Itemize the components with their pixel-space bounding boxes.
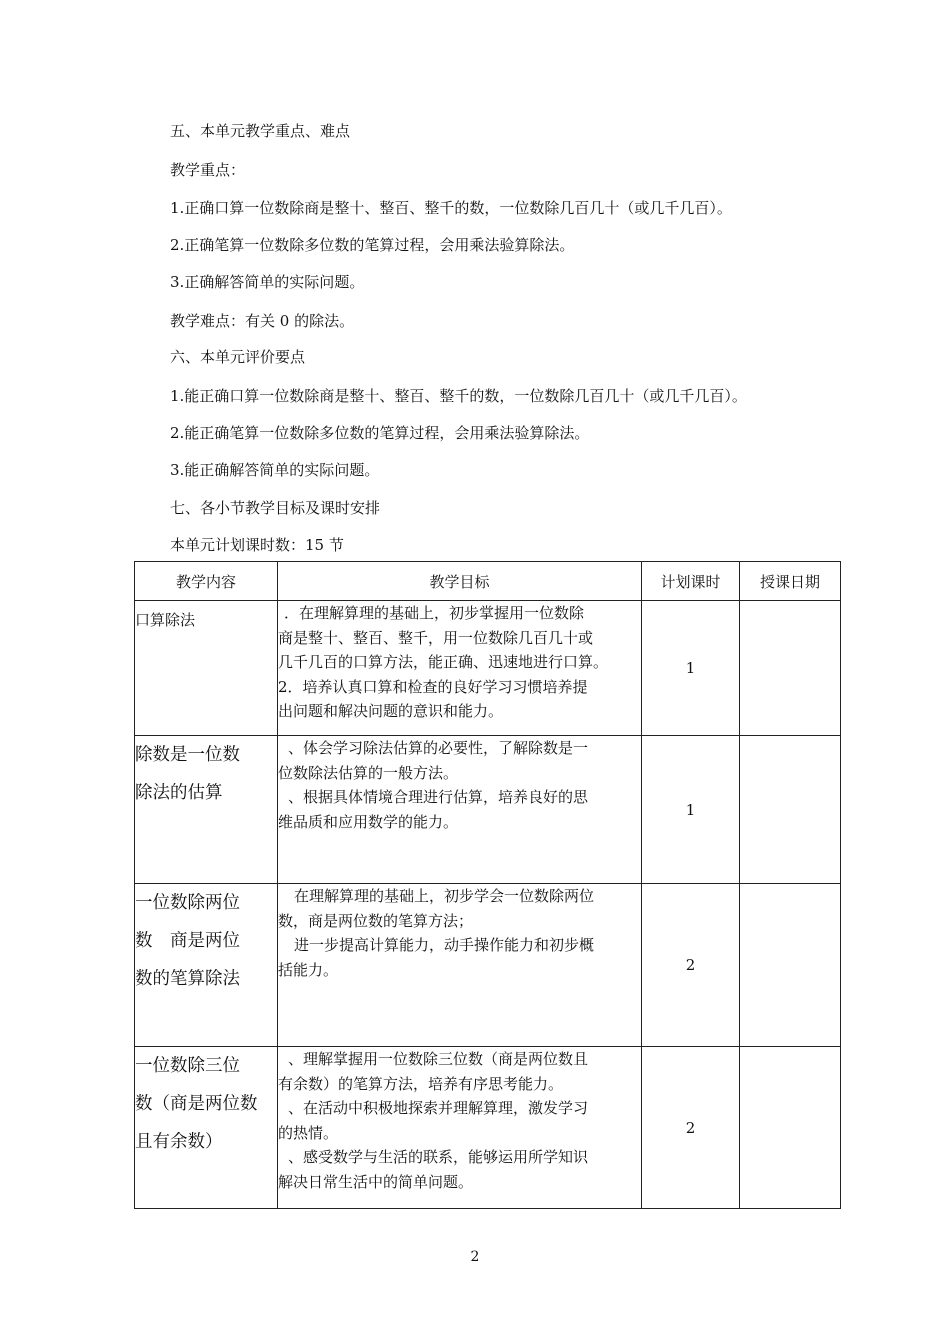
hours-cell: 1 <box>642 601 740 736</box>
page-number: 2 <box>470 1249 480 1265</box>
goal-line: 维品质和应用数学的能力。 <box>278 812 459 831</box>
key-point-2: 2.正确笔算一位数除多位数的笔算过程，会用乘法验算除法。 <box>170 236 575 254</box>
section-5-heading: 五、本单元教学重点、难点 <box>170 122 351 140</box>
content-cell <box>135 1047 278 1209</box>
difficulty-line: 教学难点：有关 0 的除法。 <box>170 312 355 330</box>
row-content: 除数是一位数 除法的估算 <box>135 745 240 803</box>
goal-line: 、感受数学与生活的联系，能够运用所学知识 <box>288 1148 589 1166</box>
hours-cell: 2 <box>642 884 740 1047</box>
goal-line: 括能力。 <box>278 960 339 979</box>
goal-line: 、理解掌握用一位数除三位数（商是两位数且 <box>288 1050 589 1068</box>
row-content: 一位数除两位 数 商是两位 数的笔算除法 <box>135 893 240 989</box>
date-cell <box>740 601 841 736</box>
goal-line: 2．培养认真口算和检查的良好学习习惯培养提 <box>278 677 588 696</box>
goal-line: 的热情。 <box>278 1123 339 1142</box>
key-point-3: 3.正确解答简单的实际问题。 <box>170 273 365 291</box>
header-content: 教学内容 <box>135 562 278 601</box>
eval-point-1: 1.能正确口算一位数除商是整十、整百、整千的数，一位数除几百几十（或几千几百）。 <box>170 387 747 405</box>
goal-line: 在理解算理的基础上，初步学会一位数除两位 <box>294 887 595 905</box>
goal-line: 位数除法估算的一般方法。 <box>278 763 459 782</box>
plan-total-line: 本单元计划课时数：15 节 <box>170 536 344 554</box>
goal-cell <box>278 1047 642 1209</box>
goal-line: ．在理解算理的基础上，初步掌握用一位数除 <box>284 604 585 622</box>
lesson-plan-table <box>134 561 841 1209</box>
content-cell <box>135 736 278 884</box>
table-row <box>135 601 841 736</box>
key-point-1: 1.正确口算一位数除商是整十、整百、整千的数，一位数除几百几十（或几千几百）。 <box>170 199 732 217</box>
goal-line: 几千几百的口算方法，能正确、迅速地进行口算。 <box>278 653 609 671</box>
goal-line: 出问题和解决问题的意识和能力。 <box>278 702 504 720</box>
content-cell <box>135 601 278 736</box>
goal-line: 、在活动中积极地探索并理解算理，激发学习 <box>288 1099 589 1117</box>
goal-cell <box>278 601 642 736</box>
table-row <box>135 736 841 884</box>
header-hours: 计划课时 <box>642 562 740 601</box>
goal-line: 、体会学习除法估算的必要性，了解除数是一 <box>288 739 589 757</box>
row-content: 一位数除三位 数（商是两位数 且有余数） <box>135 1056 258 1152</box>
date-cell <box>740 736 841 884</box>
date-cell <box>740 1047 841 1209</box>
header-goal: 教学目标 <box>278 562 642 601</box>
eval-point-3: 3.能正确解答简单的实际问题。 <box>170 461 380 479</box>
table-row <box>135 884 841 1047</box>
goal-line: 数，商是两位数的笔算方法； <box>278 911 474 930</box>
section-7-heading: 七、各小节教学目标及课时安排 <box>170 499 381 517</box>
row-content: 口算除法 <box>135 611 196 629</box>
key-points-label: 教学重点： <box>170 161 246 179</box>
goal-cell <box>278 884 642 1047</box>
header-date: 授课日期 <box>740 562 841 601</box>
content-cell <box>135 884 278 1047</box>
goal-line: 有余数）的笔算方法，培养有序思考能力。 <box>278 1074 564 1093</box>
goal-cell <box>278 736 642 884</box>
section-6-heading: 六、本单元评价要点 <box>170 348 306 366</box>
eval-point-2: 2.能正确笔算一位数除多位数的笔算过程，会用乘法验算除法。 <box>170 424 590 442</box>
hours-cell: 2 <box>642 1047 740 1209</box>
table-header-row <box>135 562 841 601</box>
table-row <box>135 1047 841 1209</box>
date-cell <box>740 884 841 1047</box>
goal-line: 进一步提高计算能力，动手操作能力和初步概 <box>294 936 595 954</box>
goal-line: 商是整十、整百、整千，用一位数除几百几十或 <box>278 628 594 647</box>
goal-line: 、根据具体情境合理进行估算，培养良好的思 <box>288 788 589 806</box>
hours-cell: 1 <box>642 736 740 884</box>
goal-line: 解决日常生活中的简单问题。 <box>278 1172 474 1191</box>
